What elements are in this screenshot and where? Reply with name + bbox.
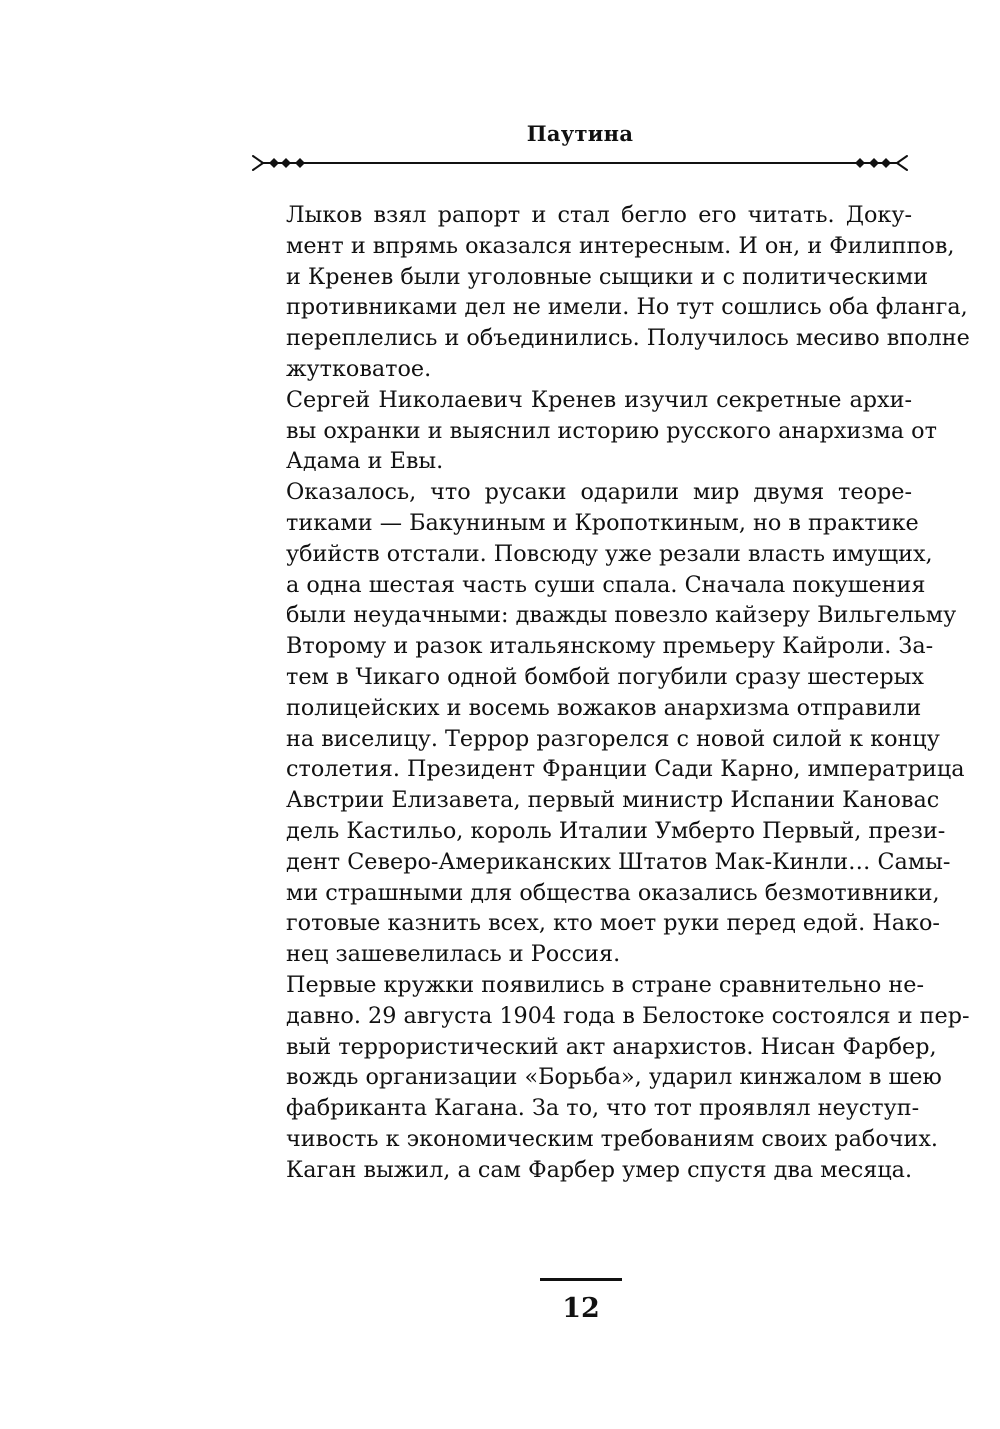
text-line: Второму и разок итальянскому премьеру Кайроли. За- [286, 633, 934, 660]
page-body [250, 200, 970, 1186]
text-line: Оказалось, что русаки одарили мир двумя теоре- [286, 479, 912, 506]
text-line: Австрии Елизавета, первый министр Испании Кановас [286, 787, 940, 814]
text-line: столетия. Президент Франции Сади Карно, императрица [286, 756, 965, 783]
text-line: чивость к экономическим требованиям своих рабочих. [286, 1125, 939, 1152]
text-line: и Кренев были уголовные сыщики и с политическими [286, 263, 929, 290]
text-line: Сергей Николаевич Кренев изучил секретные архи- [286, 386, 912, 413]
text-line: Адама и Евы. [286, 448, 444, 475]
text-line: вый террористический акт анархистов. Нисан Фарбер, [286, 1033, 937, 1060]
paragraph [250, 385, 937, 477]
paragraph [250, 970, 970, 1186]
text-line: Первые кружки появились в стране сравнительно не- [286, 971, 925, 998]
footer-rule [540, 1278, 622, 1281]
text-line: мент и впрямь оказался интересным. И он, и Филиппов, [286, 232, 955, 259]
text-line: переплелись и объединились. Получилось месиво вполне [286, 325, 970, 352]
text-line: вождь организации «Борьба», ударил кинжалом в шею [286, 1064, 942, 1091]
header-rule-ornament [250, 154, 910, 172]
text-line: вы охранки и выяснил историю русского анархизма от [286, 417, 937, 444]
text-line: жутковатое. [286, 355, 432, 382]
text-line: Лыков взял рапорт и стал бегло его читать. Доку- [286, 202, 912, 228]
paragraph [250, 477, 965, 970]
text-line: противниками дел не имели. Но тут сошлись оба фланга, [286, 294, 968, 321]
running-title: Паутина [526, 121, 634, 146]
page-footer [540, 1278, 622, 1325]
text-line: убийств отстали. Повсюду уже резали власть имущих, [286, 540, 933, 567]
paragraph [250, 200, 970, 385]
text-line: были неудачными: дважды повезло кайзеру Вильгельму [286, 602, 957, 629]
text-line: тем в Чикаго одной бомбой погубили сразу шестерых [286, 663, 924, 690]
running-header [250, 120, 910, 170]
text-line: давно. 29 августа 1904 года в Белостоке состоялся и пер- [286, 1002, 970, 1029]
text-line: полицейских и восемь вожаков анархизма отправили [286, 694, 922, 721]
text-line: а одна шестая часть суши спала. Сначала покушения [286, 571, 926, 598]
text-line: тиками — Бакуниным и Кропоткиным, но в практике [286, 509, 919, 536]
page-number: 12 [562, 1293, 600, 1324]
text-line: фабриканта Кагана. За то, что тот проявлял неуступ- [286, 1095, 920, 1122]
text-line: дель Кастильо, король Италии Умберто Первый, прези- [286, 817, 946, 844]
text-line: нец зашевелилась и Россия. [286, 941, 621, 968]
text-line: Каган выжил, а сам Фарбер умер спустя два месяца. [286, 1156, 913, 1183]
text-line: дент Северо-Американских Штатов Мак-Кинли… Самы- [286, 848, 951, 875]
text-line: готовые казнить всех, кто моет руки перед едой. Нако- [286, 910, 940, 937]
text-line: ми страшными для общества оказались безмотивники, [286, 879, 940, 906]
text-line: на виселицу. Террор разгорелся с новой силой к концу [286, 725, 940, 752]
